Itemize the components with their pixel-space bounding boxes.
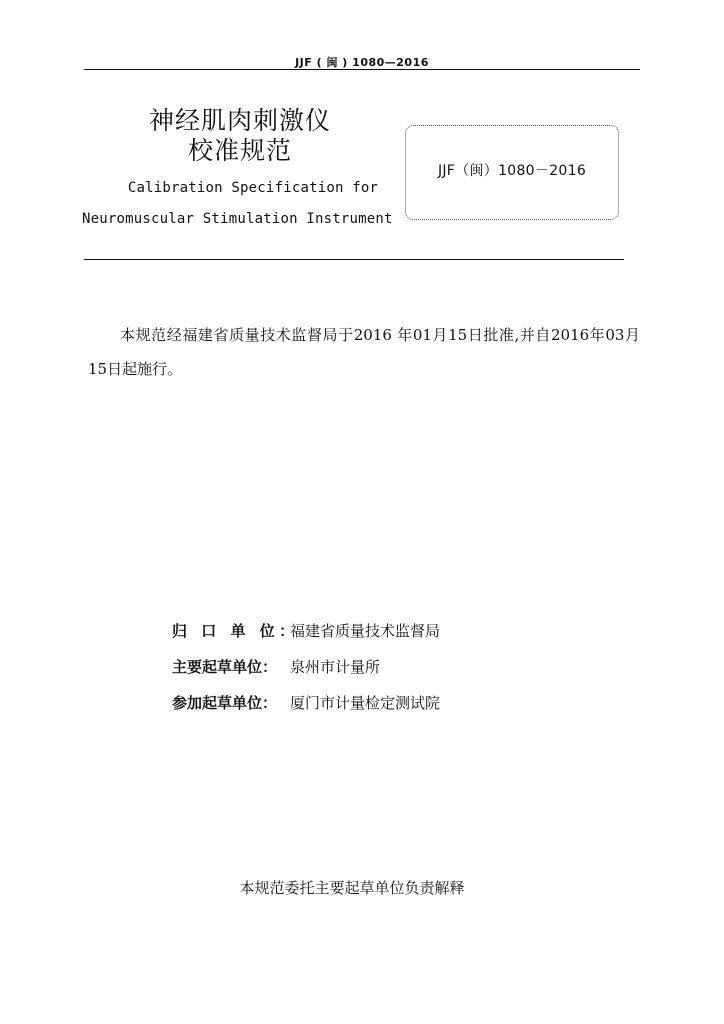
title-en-line2: Neuromuscular Stimulation Instrument bbox=[82, 211, 393, 227]
unit-value: 厦门市计量检定测试院 bbox=[290, 693, 441, 712]
unit-label: 参加起草单位： bbox=[172, 693, 278, 712]
standard-code-box bbox=[405, 125, 619, 220]
unit-row-participating-drafter bbox=[172, 684, 632, 720]
drafting-units bbox=[172, 612, 632, 720]
title-cn-line1: 神经肌肉刺激仪 bbox=[148, 106, 331, 135]
unit-row-responsible bbox=[172, 612, 632, 648]
title-en-line1: Calibration Specification for bbox=[127, 180, 379, 196]
unit-value: 福建省质量技术监督局 bbox=[290, 621, 441, 640]
unit-label: 归 口 单 位： bbox=[172, 621, 299, 640]
standard-code: JJF（闽）1080－2016 bbox=[437, 163, 587, 179]
unit-value: 泉州市计量所 bbox=[290, 657, 381, 676]
interpretation-note: 本规范委托主要起草单位负责解释 bbox=[239, 879, 465, 897]
unit-row-main-drafter bbox=[172, 648, 632, 684]
title-cn-line2: 校准规范 bbox=[187, 136, 292, 165]
header-standard-code: JJF ( 闽 ) 1080—2016 bbox=[295, 56, 429, 69]
header-divider bbox=[84, 69, 640, 70]
title-divider bbox=[84, 259, 624, 260]
title-block bbox=[84, 106, 396, 227]
unit-label: 主要起草单位： bbox=[172, 657, 278, 676]
approval-statement: 本规范经福建省质量技术监督局于2016 年01月15日批准,并自2016年03月15日起施行。 bbox=[88, 326, 640, 378]
